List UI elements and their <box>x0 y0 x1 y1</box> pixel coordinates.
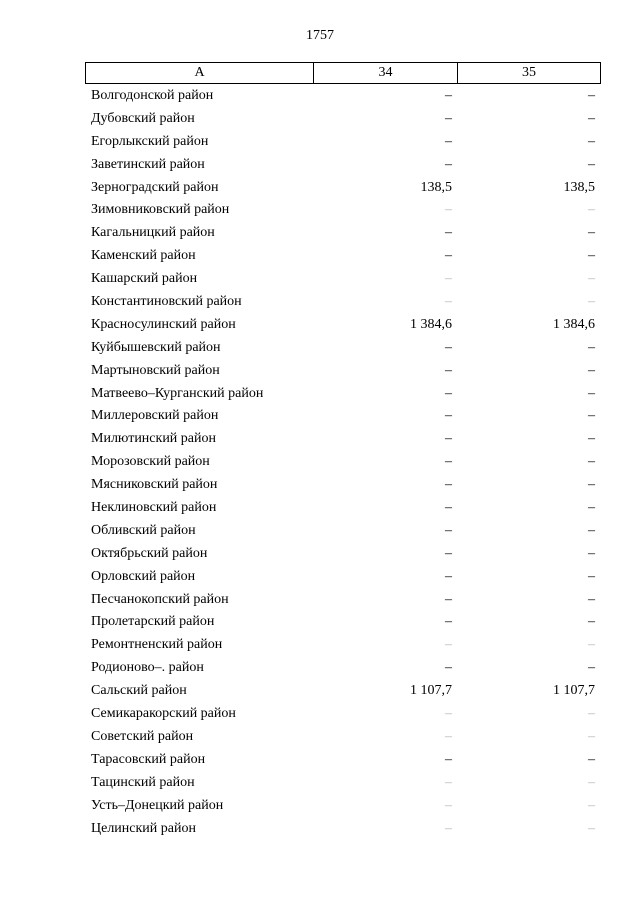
district-name: Матвеево–Курганский район <box>91 385 264 401</box>
table-row <box>85 199 601 222</box>
table-row <box>85 177 601 200</box>
table-row <box>85 634 601 657</box>
table-row <box>85 131 601 154</box>
value-col-35: – <box>588 133 595 149</box>
district-name: Дубовский район <box>91 110 195 126</box>
table-row <box>85 360 601 383</box>
district-name: Константиновский район <box>91 294 242 310</box>
value-col-35: – <box>588 110 595 126</box>
value-col-35: – <box>588 660 595 676</box>
table-row <box>85 405 601 428</box>
table-row <box>85 749 601 772</box>
value-col-35: – <box>588 637 595 653</box>
value-col-34: – <box>445 294 452 310</box>
district-name: Целинский район <box>91 820 196 836</box>
value-col-34: – <box>445 522 452 538</box>
value-col-34: – <box>445 339 452 355</box>
value-col-34: 1 107,7 <box>410 683 452 699</box>
district-name: Пролетарский район <box>91 614 215 630</box>
value-col-35: – <box>588 500 595 516</box>
table-row <box>85 543 601 566</box>
district-name: Волгодонской район <box>91 88 214 103</box>
value-col-35: – <box>588 568 595 584</box>
value-col-35: – <box>588 202 595 218</box>
value-col-35: 1 384,6 <box>553 316 595 332</box>
value-col-35: – <box>588 545 595 561</box>
district-name: Мясниковский район <box>91 477 218 493</box>
value-col-35: – <box>588 431 595 447</box>
district-name: Родионово–. район <box>91 660 204 676</box>
district-name: Заветинский район <box>91 156 205 172</box>
value-col-34: – <box>445 614 452 630</box>
value-col-34: – <box>445 88 452 103</box>
district-name: Ремонтненский район <box>91 637 223 653</box>
value-col-35: – <box>588 339 595 355</box>
column-header-35: 35 <box>458 63 601 84</box>
table-row <box>85 85 601 108</box>
table-row <box>85 566 601 589</box>
value-col-34: – <box>445 362 452 378</box>
district-name: Мартыновский район <box>91 362 220 378</box>
value-col-35: – <box>588 362 595 378</box>
value-col-35: – <box>588 522 595 538</box>
value-col-35: – <box>588 751 595 767</box>
value-col-34: – <box>445 385 452 401</box>
district-name: Орловский район <box>91 568 196 584</box>
table-row <box>85 451 601 474</box>
value-col-35: – <box>588 88 595 103</box>
value-col-35: – <box>588 477 595 493</box>
table-row <box>85 818 601 841</box>
district-name: Песчанокопский район <box>91 591 229 607</box>
district-name: Семикаракорский район <box>91 706 236 722</box>
value-col-34: – <box>445 660 452 676</box>
value-col-35: – <box>588 385 595 401</box>
table-row <box>85 337 601 360</box>
table-row <box>85 589 601 612</box>
table-row <box>85 268 601 291</box>
table-row <box>85 520 601 543</box>
district-name: Тарасовский район <box>91 751 206 767</box>
value-col-34: – <box>445 156 452 172</box>
value-col-34: – <box>445 225 452 241</box>
table-row <box>85 154 601 177</box>
table-row <box>85 497 601 520</box>
table-row <box>85 795 601 818</box>
value-col-35: – <box>588 248 595 264</box>
value-col-35: – <box>588 225 595 241</box>
value-col-35: – <box>588 454 595 470</box>
table-row <box>85 657 601 680</box>
district-name: Сальский район <box>91 683 187 699</box>
value-col-34: – <box>445 110 452 126</box>
column-header-a: А <box>86 63 314 84</box>
value-col-34: – <box>445 820 452 836</box>
district-name: Морозовский район <box>91 454 210 470</box>
district-name: Неклиновский район <box>91 500 217 516</box>
value-col-35: – <box>588 408 595 424</box>
table-row <box>85 428 601 451</box>
page-number: 1757 <box>306 28 334 43</box>
district-name: Октябрьский район <box>91 545 208 561</box>
table-row <box>85 291 601 314</box>
district-name: Зерноградский район <box>91 179 219 195</box>
table-row <box>85 108 601 131</box>
value-col-34: – <box>445 568 452 584</box>
value-col-34: – <box>445 454 452 470</box>
value-col-34: 1 384,6 <box>410 316 452 332</box>
header-row <box>86 63 601 84</box>
table-row <box>85 680 601 703</box>
district-name: Куйбышевский район <box>91 339 221 355</box>
table-row <box>85 314 601 337</box>
value-col-34: – <box>445 202 452 218</box>
value-col-35: 1 107,7 <box>553 683 595 699</box>
district-name: Каменский район <box>91 248 196 264</box>
value-col-34: – <box>445 271 452 287</box>
table-row <box>85 703 601 726</box>
value-col-34: – <box>445 751 452 767</box>
district-name: Милютинский район <box>91 431 217 447</box>
district-name: Кашарский район <box>91 271 198 287</box>
district-name: Егорлыкский район <box>91 133 209 149</box>
table-row <box>85 383 601 406</box>
table-header <box>85 62 601 84</box>
value-col-35: – <box>588 797 595 813</box>
district-name: Усть–Донецкий район <box>91 797 224 813</box>
value-col-34: – <box>445 591 452 607</box>
district-name: Советский район <box>91 728 194 744</box>
column-header-34: 34 <box>314 63 458 84</box>
value-col-35: – <box>588 294 595 310</box>
district-name: Миллеровский район <box>91 408 219 424</box>
value-col-34: – <box>445 500 452 516</box>
value-col-34: – <box>445 477 452 493</box>
value-col-35: – <box>588 774 595 790</box>
value-col-34: – <box>445 774 452 790</box>
value-col-35: – <box>588 706 595 722</box>
value-col-34: – <box>445 797 452 813</box>
value-col-34: 138,5 <box>420 179 452 195</box>
value-col-35: – <box>588 271 595 287</box>
table-body <box>85 85 601 840</box>
table-row <box>85 726 601 749</box>
value-col-35: – <box>588 591 595 607</box>
value-col-34: – <box>445 408 452 424</box>
table-row <box>85 611 601 634</box>
value-col-35: – <box>588 820 595 836</box>
value-col-35: – <box>588 728 595 744</box>
district-name: Кагальницкий район <box>91 225 215 241</box>
value-col-34: – <box>445 545 452 561</box>
value-col-34: – <box>445 728 452 744</box>
value-col-34: – <box>445 133 452 149</box>
table-row <box>85 474 601 497</box>
value-col-34: – <box>445 248 452 264</box>
table-row <box>85 772 601 795</box>
table-row <box>85 222 601 245</box>
table-row <box>85 245 601 268</box>
value-col-35: – <box>588 156 595 172</box>
district-name: Красносулинский район <box>91 316 236 332</box>
district-name: Тацинский район <box>91 774 195 790</box>
value-col-34: – <box>445 637 452 653</box>
district-name: Обливский район <box>91 522 196 538</box>
district-name: Зимовниковский район <box>91 202 230 218</box>
value-col-35: 138,5 <box>563 179 595 195</box>
value-col-34: – <box>445 431 452 447</box>
value-col-35: – <box>588 614 595 630</box>
value-col-34: – <box>445 706 452 722</box>
